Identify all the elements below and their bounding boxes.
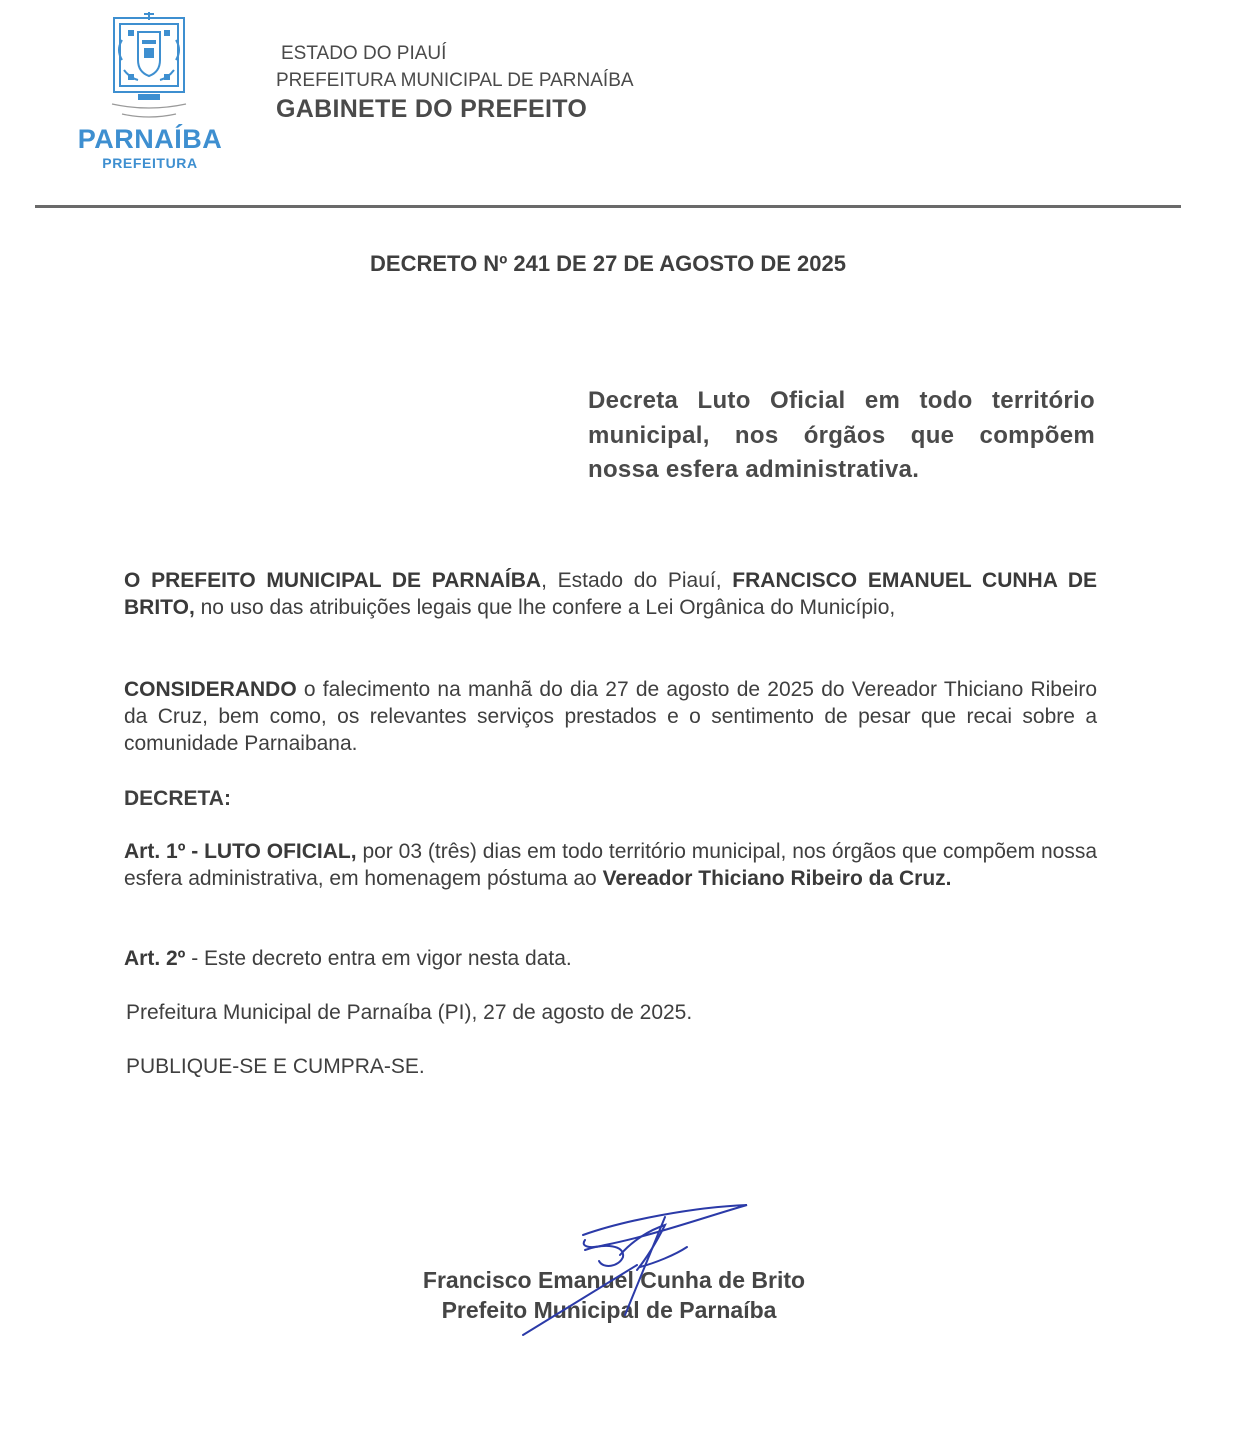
article-1-heading: Art. 1º - LUTO OFICIAL, — [124, 840, 357, 863]
considering-text: o falecimento na manhã do dia 27 de agosto de 2025 do Vereador Thiciano Ribeiro da Cruz, bem como, os relevantes serviços prestados e o sentimento de pesar que recai sobre a comunidade Parnaibana. — [124, 678, 1097, 755]
preamble-rest: no uso das atribuições legais que lhe confere a Lei Orgânica do Município, — [194, 596, 896, 619]
publish-order: PUBLIQUE-SE E CUMPRA-SE. — [126, 1055, 425, 1078]
signatory-role: Prefeito Municipal de Parnaíba — [441, 1297, 777, 1323]
considering-label: CONSIDERANDO — [124, 678, 297, 701]
logo-subtitle: PREFEITURA — [102, 155, 198, 171]
considering-paragraph — [124, 676, 1097, 757]
preamble-lead: O PREFEITO MUNICIPAL DE PARNAÍBA — [124, 569, 542, 592]
preamble-paragraph — [124, 567, 1097, 621]
header-city-hall: PREFEITURA MUNICIPAL DE PARNAÍBA — [276, 70, 634, 91]
article-1-honoree: Vereador Thiciano Ribeiro da Cruz. — [602, 867, 952, 890]
header-divider — [35, 205, 1181, 208]
article-1 — [124, 838, 1097, 892]
signatory-name: Francisco Emanuel Cunha de Brito — [422, 1267, 806, 1293]
mayor-name: FRANCISCO EMANUEL CUNHA DE BRITO, — [124, 569, 1098, 619]
header-office: GABINETE DO PREFEITO — [276, 95, 588, 123]
header-state: ESTADO DO PIAUÍ — [281, 43, 447, 64]
coat-of-arms-logo — [108, 10, 190, 126]
decree-summary: Decreta Luto Oficial em todo território municipal, nos órgãos que compõem nossa esfera administrativa. — [588, 387, 1095, 483]
handwritten-signature — [515, 1195, 755, 1340]
logo-name: PARNAÍBA — [77, 124, 223, 154]
decree-title: DECRETO Nº 241 DE 27 DE AGOSTO DE 2025 — [370, 251, 846, 276]
decrees-label: DECRETA: — [124, 787, 231, 810]
article-2-heading: Art. 2º — [124, 947, 186, 970]
article-2-text: - Este decreto entra em vigor nesta data. — [185, 947, 572, 970]
article-1-text: por 03 (três) dias em todo território municipal, nos órgãos que compõem nossa esfera administrativa, em homenagem póstuma ao — [124, 840, 1097, 890]
preamble-middle: , Estado do Piauí, — [541, 569, 733, 592]
article-2 — [124, 945, 1097, 972]
place-date: Prefeitura Municipal de Parnaíba (PI), 27 de agosto de 2025. — [126, 1001, 693, 1024]
